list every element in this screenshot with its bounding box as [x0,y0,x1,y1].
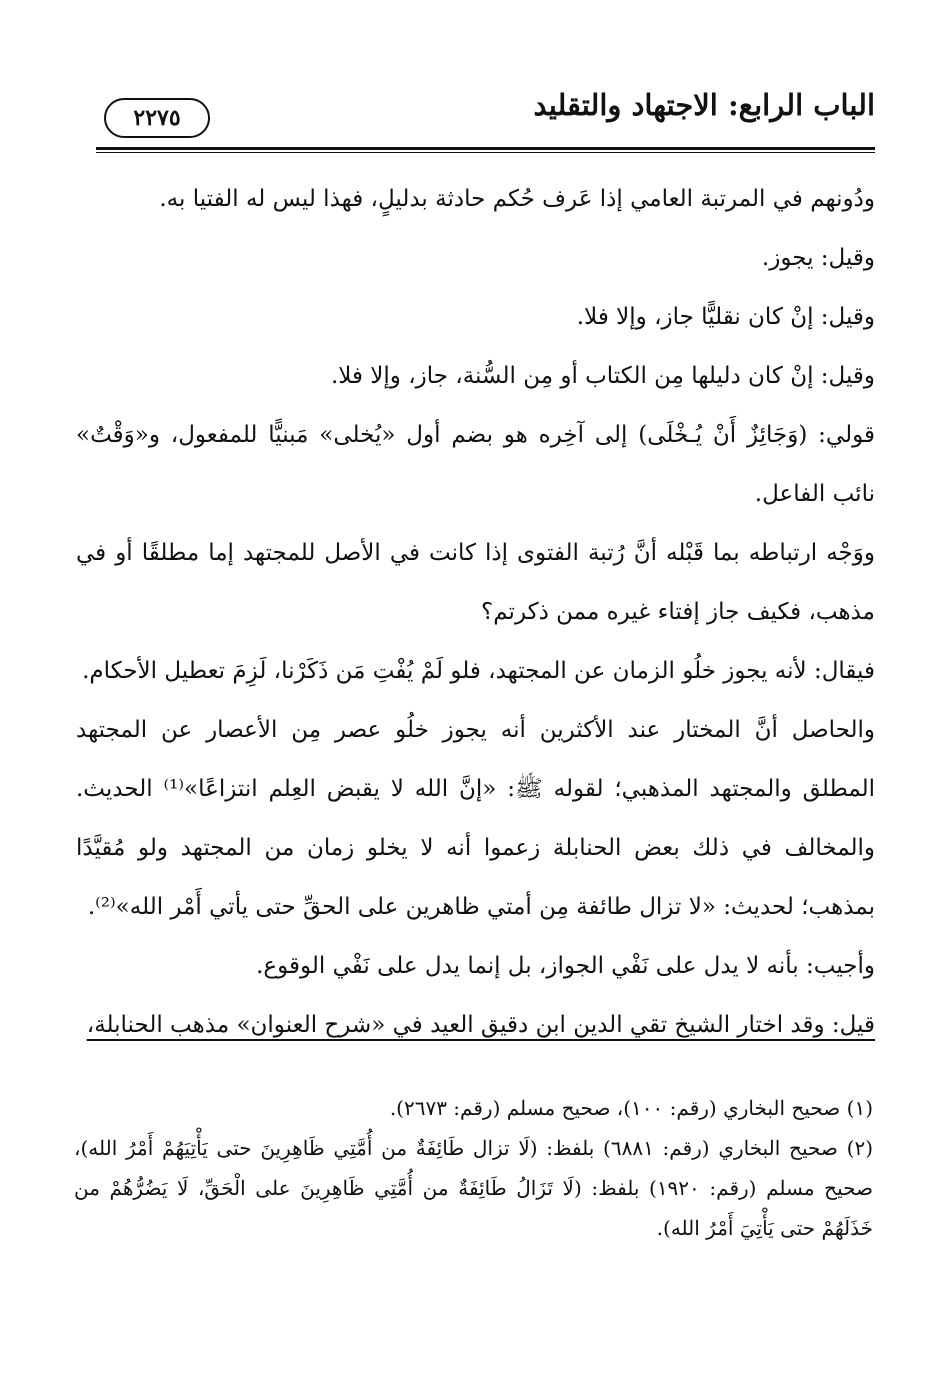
header-rule [96,147,875,153]
paragraph: ودُونهم في المرتبة العامي إذا عَرف حُكم حادثة بدليلٍ، فهذا ليس له الفتيا به. [159,186,875,212]
page-number: ٢٢٧٥ [104,98,210,138]
paragraph: قولي: (وَجَائِزٌ أَنْ يُـخْلَى) إلى آخِره هو بضم أول «يُخلى» مَبنيًّا للمفعول، و«وَقْتٌ» نائب الفاعل. [76,422,875,507]
main-text [76,170,875,1055]
underlined-text: قيل: وقد اختار الشيخ تقي الدين ابن دقيق العيد في «شرح العنوان» مذهب الحنابلة، [86,1012,875,1038]
paragraph: وأجيب: بأنه لا يدل على نَفْي الجواز، بل إنما يدل على نَفْي الوقوع. [256,953,875,979]
continuation-line [76,996,875,1055]
footnote-1: (١) صحيح البخاري (رقم: ١٠٠)، صحيح مسلم (رقم: ٢٦٧٣). [389,1096,873,1120]
paragraph: فيقال: لأنه يجوز خلُو الزمان عن المجتهد، فلو لَمْ يُفْتِ مَن ذَكَرْنا، لَزِمَ تعطيل الأحكام. [82,658,875,684]
paragraph: والحاصل أنَّ المختار عند الأكثرين أنه يجوز خلُو عصر مِن الأعصار عن المجتهد المطلق والمجتهد المذهبي؛ لقوله ﷺ: «إنَّ الله لا يقبض العِلم انتزاعًا»⁽¹⁾ الحديث. والمخالف في ذلك بعض الحنابلة زعموا أنه لا يخلو زمان من المجتهد ولو مُقيَّدًا بمذهب؛ لحديث: «لا تزال طائفة مِن أمتي ظاهرين على الحقِّ حتى يأتي أَمْر الله»⁽²⁾. [76,717,876,920]
chapter-title: الباب الرابع: الاجتهاد والتقليد [533,88,875,122]
paragraph: وقيل: إنْ كان دليلها مِن الكتاب أو مِن السُّنة، جاز، وإلا فلا. [330,363,875,389]
page-header [96,88,875,144]
paragraph: وقيل: يجوز. [761,245,875,271]
footnotes [74,1088,873,1248]
paragraph: وقيل: إنْ كان نقليًّا جاز، وإلا فلا. [576,304,875,330]
footnote-2: (٢) صحيح البخاري (رقم: ٦٨٨١) بلفظ: (لَا تزال طَائِفَةٌ من أُمَّتِي ظَاهِرِينَ حتى يَأْتِيَهُمْ أَمْرُ الله)، صحيح مسلم (رقم: ١٩٢٠) بلفظ: (لَا تَزَالُ طَائِفَةٌ من أُمَّتِي ظَاهِرِينَ على الْحَقِّ، لَا يَضُرُّهُمْ من خَذَلَهُمْ حتى يَأْتِيَ أَمْرُ الله). [74,1136,873,1240]
paragraph: ووَجْه ارتباطه بما قَبْله أنَّ رُتبة الفتوى إذا كانت في الأصل للمجتهد إما مطلقًا أو في مذهب، فكيف جاز إفتاء غيره ممن ذكرتم؟ [76,540,875,625]
